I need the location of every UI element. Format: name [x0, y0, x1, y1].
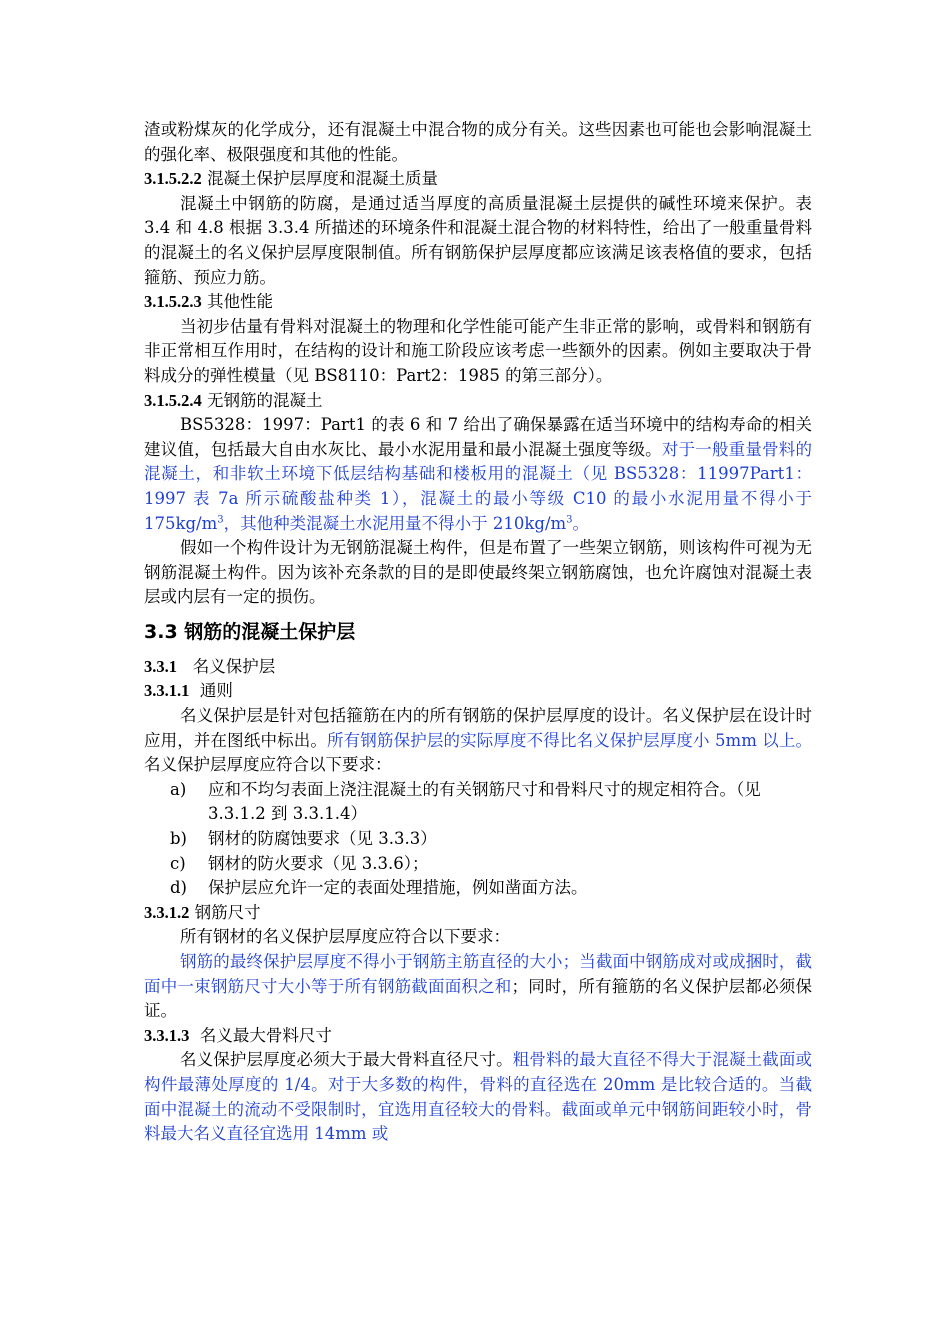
list-text: 保护层应允许一定的表面处理措施，例如凿面方法。: [208, 878, 588, 898]
paragraph-intro: 渣或粉煤灰的化学成分，还有混凝土中混合物的成分有关。这些因素也可能也会影响混凝土的强化率、极限强度和其他的性能。: [144, 120, 812, 164]
paragraph-text: 名义保护层厚度必须大于最大骨料直径尺寸。: [180, 1050, 513, 1070]
heading-3-3-1-3: [144, 1024, 812, 1049]
list-label: c): [170, 853, 186, 873]
heading-number: 3.1.5.2.4: [144, 390, 202, 410]
heading-title: 钢筋尺寸: [189, 902, 261, 922]
heading-number: 3.3.1.3: [144, 1025, 190, 1045]
list-item: [144, 778, 812, 827]
list-label: d): [170, 878, 187, 898]
section-heading-3-3: 3.3 钢筋的混凝土保护层: [144, 620, 356, 643]
heading-number: 3.3.1.1: [144, 681, 190, 701]
heading-3-3-1-2: [144, 901, 812, 926]
paragraph-erection-bars: 假如一个构件设计为无钢筋混凝土构件，但是布置了一些架立钢筋，则该构件可视为无钢筋混凝土构件。因为该补充条款的目的是即使最终架立钢筋腐蚀，也允许腐蚀对混凝土表层或内层有一定的损伤。: [144, 538, 812, 607]
heading-number: 3.3.1.2: [144, 902, 190, 922]
heading-number: 3.1.5.2.2: [144, 169, 202, 189]
superscript: 3: [566, 514, 573, 525]
highlight-part: ，其他种类混凝土水泥用量不得小于 210kg/m: [223, 513, 567, 533]
heading-title: 混凝土保护层厚度和混凝土质量: [201, 169, 438, 189]
heading-number: 3.3.1: [144, 656, 177, 676]
heading-title: 其他性能: [201, 292, 273, 312]
heading-title: 无钢筋的混凝土: [201, 390, 323, 410]
paragraph-plain-concrete: [144, 413, 812, 536]
paragraph-text: 名义保护层是针对包括箍筋在内的所有钢筋的保护层厚度的设计。名义保护层在设计时应用，并在图纸中标出。: [144, 706, 812, 750]
requirements-list: [144, 778, 812, 901]
list-text: 钢材的防腐蚀要求（见 3.3.3）: [208, 829, 437, 849]
document-page: [144, 118, 812, 1147]
paragraph-text: ；同时，所有箍筋的名义保护层都必须保证。: [144, 976, 813, 1021]
paragraph-nominal-cover: [144, 704, 812, 778]
paragraph-text: 名义保护层厚度应符合以下要求：: [144, 755, 392, 775]
list-item: [144, 852, 812, 877]
heading-title: 名义保护层: [177, 656, 276, 676]
highlight-text: 钢筋的最终保护层厚度不得小于钢筋主筋直径的大小；当截面中钢筋成对或成捆时，截面中一束钢筋尺寸大小等于所有钢筋截面面积之和: [144, 952, 812, 996]
paragraph-cover-thickness: 混凝土中钢筋的防腐，是通过适当厚度的高质量混凝土层提供的碱性环境来保护。表 3.4 和 4.8 根据 3.3.4 所描述的环境条件和混凝土混合物的材料特性，给出了一般重量骨料的混凝土的名义保护层厚度限制值。所有钢筋保护层厚度都应该满足该表格值的要求，包括箍筋、预应力筋。: [144, 193, 812, 287]
highlight-part: 。: [572, 513, 590, 533]
list-item: [144, 876, 812, 901]
superscript: 3: [217, 514, 224, 525]
list-item: [144, 827, 812, 852]
heading-3-1-5-2-4: [144, 389, 812, 414]
heading-3-1-5-2-2: [144, 167, 812, 192]
paragraph-bar-size-intro: 所有钢材的名义保护层厚度应符合以下要求：: [180, 927, 510, 947]
list-label: a): [170, 779, 187, 799]
list-label: b): [170, 829, 187, 849]
highlight-text: 粗骨料的最大直径不得大于混凝土截面或构件最薄处厚度的 1/4。对于大多数的构件，骨料的直径选在 20mm 是比较合适的。当截面中混凝土的流动不受限制时，宜选用直径较大的骨料。截面或单元中钢筋间距较小时，骨料最大名义直径宜选用 14mm 或: [144, 1050, 813, 1144]
list-text: 钢材的防火要求（见 3.3.6）；: [208, 853, 429, 873]
heading-3-3-1: [144, 655, 812, 680]
heading-3-1-5-2-3: [144, 290, 812, 315]
paragraph-other-properties: 当初步估量有骨料对混凝土的物理和化学性能可能产生非正常的影响，或骨料和钢筋有非正常相互作用时，在结构的设计和施工阶段应该考虑一些额外的因素。例如主要取决于骨料成分的弹性模量（见 BS8110：Part2：1985 的第三部分）。: [144, 316, 812, 385]
paragraph-text: BS5328：1997：Part1 的表 6 和 7 给出了确保暴露在适当环境中的结构寿命的相关建议值，包括最大自由水灰比、最小水泥用量和最小混凝土强度等级。: [144, 415, 812, 459]
highlight-part: 对于一般重量骨料的混凝土，和非软土环境下低层结构基础和楼板用的混凝土（见 BS5328：11997Part1：1997 表 7a 所示硫酸盐种类 1），混凝土的最小等级 C10 的最小水泥用量不得小于 175kg/m: [144, 439, 813, 533]
heading-title: 通则: [189, 681, 233, 701]
heading-title: 名义最大骨料尺寸: [189, 1025, 332, 1045]
highlight-text: 所有钢筋保护层的实际厚度不得比名义保护层厚度小 5mm 以上。: [327, 730, 813, 750]
heading-3-3-1-1: [144, 679, 812, 704]
list-text: 应和不均匀表面上浇注混凝土的有关钢筋尺寸和骨料尺寸的规定相符合。（见 3.3.1.2 到 3.3.1.4）: [208, 779, 761, 824]
paragraph-aggregate-size: [144, 1048, 812, 1146]
paragraph-bar-size: [144, 950, 812, 1024]
heading-number: 3.1.5.2.3: [144, 292, 202, 312]
